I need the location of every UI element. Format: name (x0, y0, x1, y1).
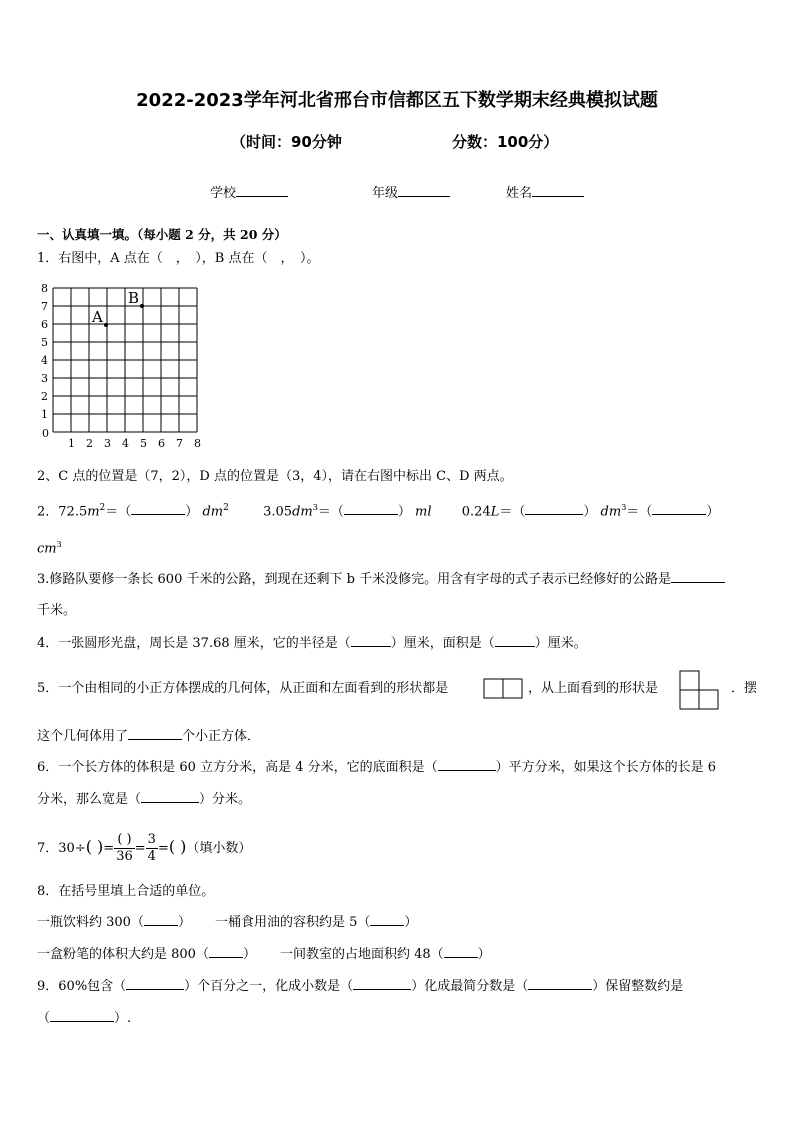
top-view-shape (679, 670, 721, 710)
x-tick-label: 7 (176, 437, 183, 450)
answer-blank[interactable]: ( ) (85, 837, 104, 856)
question-5: 5．一个由相同的小正方体摆成的几何体，从正面和左面看到的形状都是 (37, 681, 449, 696)
y-tick-label: 6 (41, 318, 48, 331)
y-tick-label: 5 (41, 336, 48, 349)
question-7: 7．30÷( )= $\frac{( )}{36}$ = $\frac{3}{4}$ =( )（填小数） (37, 832, 252, 864)
point-a (104, 323, 108, 327)
page-title: 2022-2023学年河北省邢台市信都区五下数学期末经典模拟试题 (136, 90, 658, 111)
question-6: 6．一个长方体的体积是 60 立方分米，高是 4 分米，它的底面积是（ ）平方分米，如果这个长方体的长是 6 (37, 760, 717, 775)
point-a-label: A (92, 308, 103, 326)
answer-blank[interactable] (652, 514, 706, 515)
question-8: 8．在括号里填上合适的单位。 (37, 884, 215, 899)
answer-blank[interactable] (525, 514, 583, 515)
front-view-shape (483, 678, 525, 700)
question-3: 3.修路队要修一条长 600 千米的公路，到现在还剩下 b 千米没修完。用含有字母的式子表示已经修好的公路是 (37, 571, 725, 589)
question-5-part-b: ，从上面看到的形状是 (528, 681, 659, 696)
question-8-row-2: 一盒粉笔的体积大约是 800（ ） 一间教室的占地面积约 48（ ） (37, 947, 491, 962)
fraction-three-quarters: $\frac{3}{4}$ (147, 832, 156, 864)
answer-blank[interactable] (444, 957, 478, 958)
answer-blank[interactable] (128, 739, 182, 740)
x-tick-label: 2 (86, 437, 93, 450)
answer-blank[interactable] (144, 925, 178, 926)
question-1-part-2: 2、C 点的位置是（7，2），D 点的位置是（3，4），请在右图中标出 C、D 两点。 (37, 469, 513, 484)
question-6-line-2: 分米，那么宽是（ ）分米。 (37, 792, 252, 807)
answer-blank[interactable] (209, 957, 243, 958)
answer-blank[interactable] (141, 802, 199, 803)
answer-blank[interactable] (495, 646, 535, 647)
x-tick-label: 3 (104, 437, 111, 450)
question-8-row-1: 一瓶饮料约 300（ ） 一桶食用油的容积约是 5（ ） (37, 915, 418, 930)
section-heading: 一、认真填一填。（每小题 2 分，共 20 分） (37, 227, 287, 242)
y-tick-label: 7 (41, 300, 48, 313)
question-9-line-2: （ ）. (37, 1011, 132, 1026)
x-tick-label: 1 (68, 437, 75, 450)
school-blank[interactable] (236, 196, 288, 197)
grade-blank[interactable] (398, 196, 450, 197)
answer-blank[interactable] (344, 514, 398, 515)
x-tick-label: 5 (140, 437, 147, 450)
name-blank[interactable] (532, 196, 584, 197)
fraction-blank[interactable]: $\frac{( )}{36}$ (116, 832, 133, 864)
question-4: 4．一张圆形光盘，周长是 37.68 厘米，它的半径是（ ）厘米，面积是（ ）厘米。 (37, 636, 587, 651)
point-b (140, 304, 144, 308)
coordinate-grid (36, 280, 206, 452)
question-9: 9．60%包含（ ）个百分之一，化成小数是（ ）化成最简分数是（ ）保留整数约是 (37, 979, 684, 994)
y-tick-label: 3 (41, 372, 48, 385)
school-field: 学校 (210, 182, 288, 201)
question-2: 2．$72.5m^2=$（ ） $dm^2$ $3.05dm^3=$（ ） ml 0.24L＝（ ） $dm^3=$（ ） (37, 503, 720, 520)
question-1: 1．右图中，A 点在（ ， ），B 点在（ ， ）。 (37, 251, 320, 266)
x-tick-label: 0 (42, 427, 49, 440)
answer-blank[interactable]: ( ) (168, 837, 187, 856)
grade-field: 年级 (372, 182, 450, 201)
point-b-label: B (128, 289, 140, 307)
answer-blank[interactable] (353, 989, 411, 990)
answer-blank[interactable] (438, 770, 496, 771)
y-tick-label: 1 (41, 408, 48, 421)
y-tick-label: 8 (41, 282, 48, 295)
x-tick-label: 6 (158, 437, 165, 450)
answer-blank[interactable] (351, 646, 391, 647)
question-2-unit: $cm^3$ (37, 540, 62, 557)
y-tick-label: 4 (41, 354, 48, 367)
x-tick-label: 4 (122, 437, 129, 450)
answer-blank[interactable] (370, 925, 404, 926)
y-tick-label: 2 (41, 390, 48, 403)
question-5-line-2: 这个几何体用了 个小正方体． (37, 729, 261, 744)
name-field: 姓名 (506, 182, 584, 201)
answer-blank[interactable] (50, 1021, 114, 1022)
answer-blank[interactable] (528, 989, 592, 990)
score-label: 分数：100分） (452, 133, 559, 151)
question-3-line-2: 千米。 (37, 603, 77, 618)
x-tick-label: 8 (194, 437, 201, 450)
question-5-part-c: ．摆 (731, 681, 758, 696)
answer-blank[interactable] (126, 989, 184, 990)
answer-blank[interactable] (671, 582, 725, 583)
time-label: （时间：90分钟 (231, 133, 342, 151)
answer-blank[interactable] (131, 514, 185, 515)
